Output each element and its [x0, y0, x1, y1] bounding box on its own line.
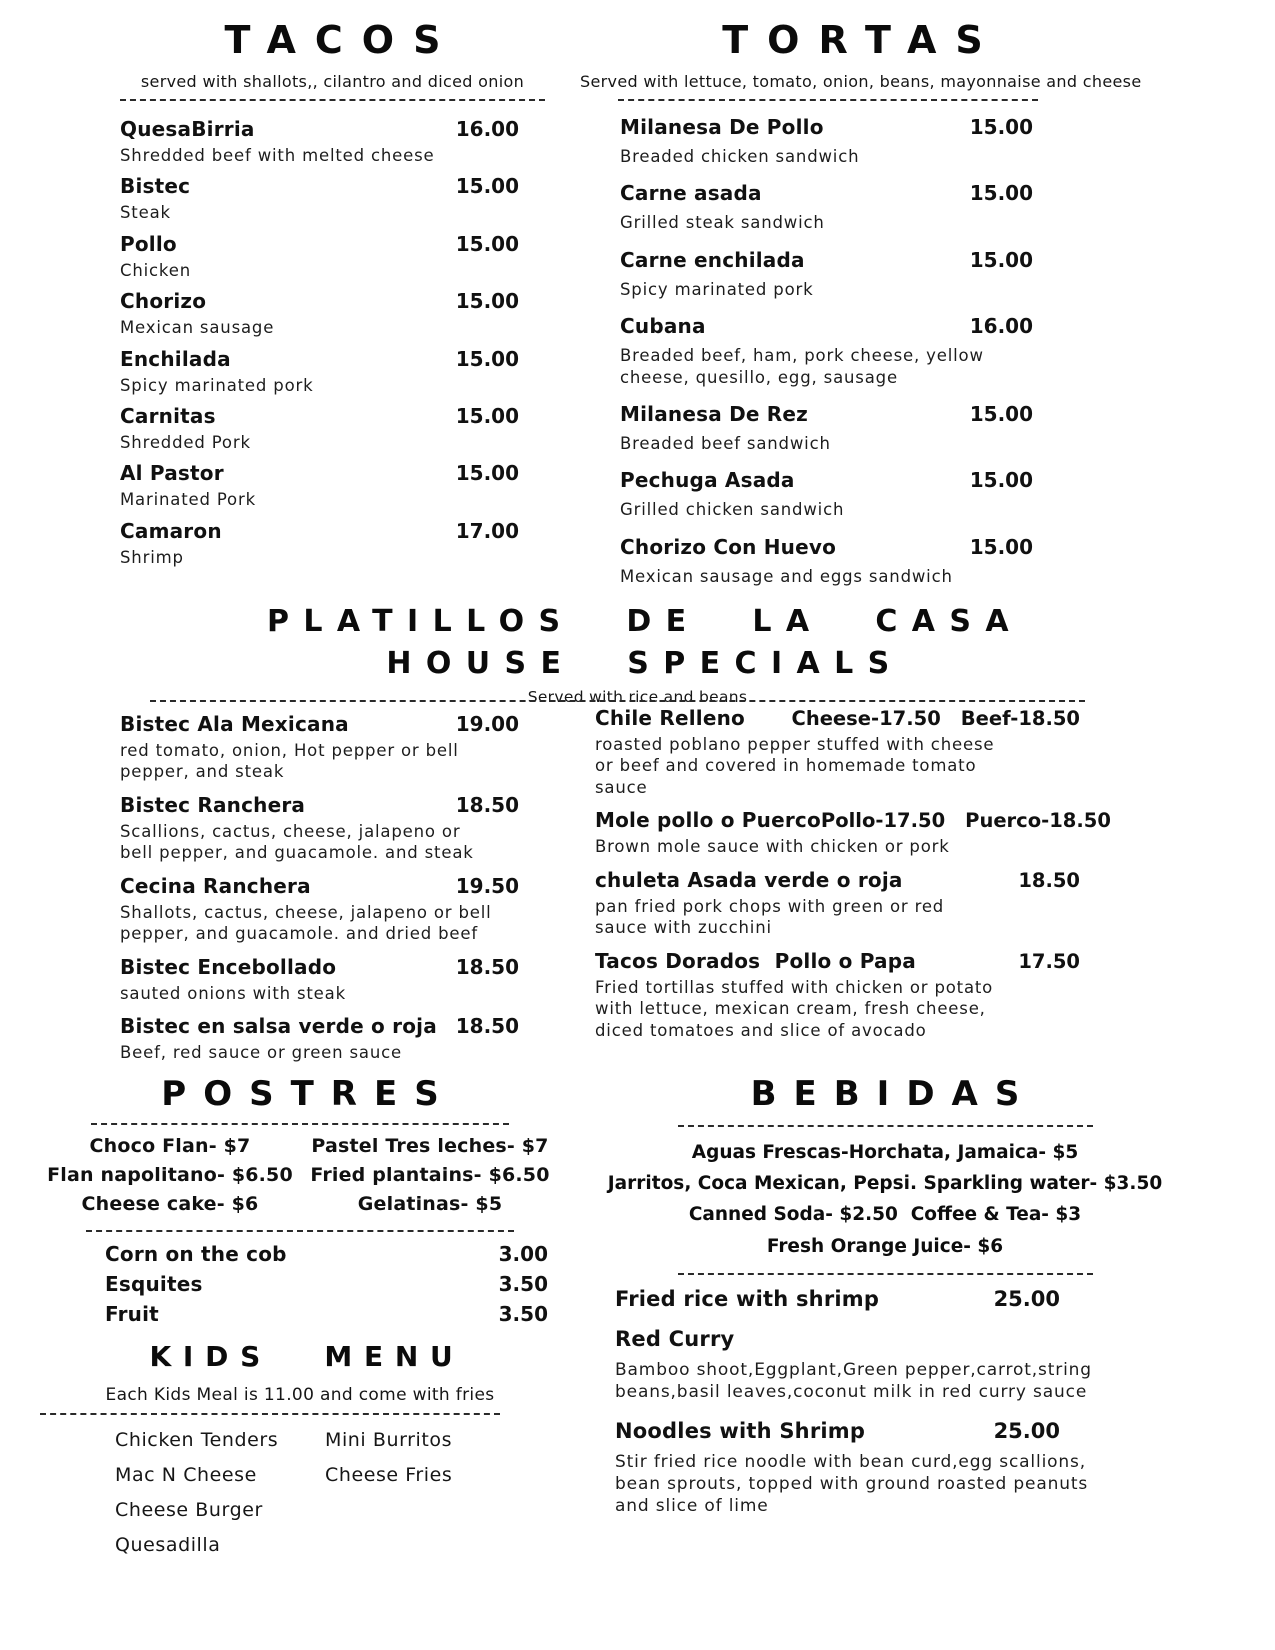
item-price: 15.00: [969, 468, 1033, 493]
tortas-items-list: [580, 115, 1125, 588]
item-price: 15.00: [969, 247, 1033, 272]
item-prices: [970, 314, 1125, 338]
dashed-divider: [678, 1273, 1093, 1275]
menu-item: [105, 1242, 560, 1266]
item-prices: [456, 461, 545, 485]
menu-item-row: [120, 232, 545, 256]
menu-item-label: Gelatinas- $5: [357, 1192, 503, 1215]
menu-item: [120, 347, 545, 396]
item-name: Pollo: [120, 231, 177, 256]
item-prices: [970, 181, 1125, 205]
item-price: 15.00: [455, 231, 519, 256]
postres-column-1: [40, 1135, 300, 1221]
menu-item-row: [120, 874, 545, 898]
menu-item: [120, 955, 545, 1004]
item-prices: [456, 232, 545, 256]
menu-item-label: Fried plantains- $6.50: [310, 1164, 550, 1187]
bebidas-title: BEBIDAS: [750, 1074, 1037, 1114]
item-prices: [821, 809, 1171, 832]
section-house-specials-left: [120, 712, 545, 1074]
menu-item-label: Quesadilla: [115, 1533, 221, 1556]
menu-item-label: Cheese cake- $6: [81, 1192, 259, 1215]
item-prices: [456, 955, 545, 979]
item-prices: [970, 115, 1125, 139]
item-price: 19.00: [455, 712, 519, 736]
dashed-divider: [120, 99, 545, 101]
item-prices: [456, 117, 545, 141]
menu-item-label: Fresh Orange Juice- $6: [766, 1235, 1004, 1257]
item-prices: [456, 347, 545, 371]
menu-item-label: Cheese Burger: [115, 1498, 263, 1521]
item-description: Bamboo shoot,Eggplant,Green pepper,carrot,string beans,basil leaves,coconut milk in red curry sauce: [615, 1359, 1092, 1402]
item-price: 15.00: [969, 534, 1033, 559]
item-price: Beef-18.50: [960, 707, 1080, 730]
menu-item: [620, 314, 1125, 388]
menu-item-row: [620, 181, 1125, 205]
menu-item-label: Jarritos, Coca Mexican, Pepsi. Sparkling water- $3.50: [607, 1173, 1163, 1195]
menu-item-row: [120, 955, 545, 979]
menu-item: [105, 1272, 560, 1296]
item-price: 15.00: [455, 461, 519, 486]
item-name: Bistec Ranchera: [120, 792, 306, 817]
menu-item-row: [595, 808, 1140, 832]
postres-title: POSTRES: [161, 1074, 456, 1114]
item-description: Beef, red sauce or green sauce: [120, 1043, 403, 1063]
item-price: 3.50: [498, 1271, 548, 1296]
item-prices: [994, 1287, 1185, 1311]
item-name: Carne asada: [620, 181, 762, 206]
item-name: Chorizo Con Huevo: [620, 534, 837, 559]
item-prices: [1018, 950, 1140, 973]
menu-item: [120, 874, 545, 945]
item-price: 3.00: [498, 1241, 548, 1266]
menu-item-row: [120, 712, 545, 736]
item-prices: [456, 1014, 545, 1038]
item-name: Cubana: [620, 314, 706, 339]
item-description: Fried tortillas stuffed with chicken or potato with lettuce, mexican cream, fresh cheese, diced tomatoes and slice of avocado: [595, 977, 994, 1040]
menu-item: [120, 174, 545, 223]
platillos-title-english: HOUSE SPECIALS: [386, 646, 904, 681]
platillos-title-spanish: PLATILLOS DE LA CASA: [266, 604, 1023, 639]
menu-item-row: [120, 793, 545, 817]
menu-item-label: Canned Soda- $2.50 Coffee & Tea- $3: [688, 1204, 1082, 1226]
specials-left-items-list: [120, 712, 545, 1064]
item-price: 18.50: [455, 954, 519, 979]
menu-item: [120, 712, 545, 783]
menu-item: [620, 402, 1125, 454]
item-price: 25.00: [993, 1286, 1060, 1311]
item-price: Pollo-17.50: [820, 809, 946, 833]
menu-item-label: Pastel Tres leches- $7: [311, 1135, 549, 1158]
menu-item-label: Mini Burritos: [325, 1428, 453, 1451]
item-prices: [499, 1272, 560, 1296]
menu-item-label: Choco Flan- $7: [89, 1135, 251, 1158]
menu-item-label: Mac N Cheese: [115, 1463, 257, 1486]
dashed-divider: [618, 99, 1038, 101]
item-price: 16.00: [969, 314, 1033, 339]
item-name: Bistec Ala Mexicana: [120, 712, 349, 736]
item-price: 15.00: [969, 401, 1033, 426]
menu-item-row: [120, 519, 545, 543]
menu-item: [620, 181, 1125, 233]
platillos-subtitle: Served with rice and beans: [527, 688, 748, 706]
menu-item: [595, 868, 1140, 939]
menu-item-row: [620, 314, 1125, 338]
item-description: Brown mole sauce with chicken or pork: [595, 837, 950, 857]
menu-item-row: [615, 1327, 1185, 1351]
item-prices: [456, 712, 545, 736]
item-price: Cheese-17.50: [791, 707, 941, 730]
item-name: Cecina Ranchera: [120, 873, 311, 898]
tacos-items-list: [120, 117, 545, 569]
item-name: Chile Relleno: [595, 706, 745, 730]
kids-column-1: [115, 1429, 325, 1569]
section-tortas: [580, 18, 1142, 601]
bebidas-items-list: [585, 1287, 1185, 1517]
item-prices: [456, 793, 545, 817]
postres-columns: [40, 1135, 560, 1221]
item-description: Stir fried rice noodle with bean curd,egg scallions, bean sprouts, topped with ground roasted peanuts and slice of lime: [615, 1451, 1089, 1516]
tacos-title: TACOS: [224, 18, 460, 62]
section-house-specials-right: [595, 706, 1140, 1051]
item-name: Milanesa De Rez: [620, 401, 809, 426]
item-description: Marinated Pork: [120, 490, 256, 510]
menu-item: [615, 1419, 1185, 1517]
menu-item: [120, 404, 545, 453]
menu-item-row: [105, 1242, 560, 1266]
item-description: Mexican sausage: [120, 318, 275, 338]
item-description: roasted poblano pepper stuffed with cheese or beef and covered in homemade tomato sauce: [595, 735, 995, 797]
item-price: 15.00: [455, 289, 519, 314]
tortas-title: TORTAS: [722, 18, 1002, 62]
item-description: Shallots, cactus, cheese, jalapeno or bell pepper, and guacamole. and dried beef: [120, 902, 492, 944]
postres-column-2: [300, 1135, 560, 1221]
item-name: Al Pastor: [120, 461, 224, 486]
dashed-divider: [678, 1125, 1093, 1127]
section-tacos: [120, 20, 545, 576]
item-prices: [499, 1302, 560, 1326]
menu-item-row: [620, 535, 1125, 559]
item-name: Carnitas: [120, 403, 216, 428]
item-description: red tomato, onion, Hot pepper or bell pepper, and steak: [120, 741, 459, 782]
item-description: Chicken: [120, 260, 191, 280]
menu-item-row: [120, 174, 545, 198]
item-name: chuleta Asada verde o roja: [595, 867, 903, 892]
kids-column-2: [325, 1429, 452, 1569]
item-price: 15.00: [969, 114, 1033, 139]
menu-item: [595, 706, 1140, 798]
menu-item-label: Cheese Fries: [325, 1463, 453, 1486]
item-price: 17.00: [455, 518, 519, 543]
item-prices: [1018, 869, 1140, 892]
item-price: 3.50: [498, 1301, 548, 1326]
bebidas-drinks-list: [585, 1141, 1185, 1258]
item-prices: [970, 402, 1125, 426]
item-price: 17.50: [1018, 949, 1080, 973]
menu-item-row: [620, 115, 1125, 139]
item-prices: [792, 707, 1140, 730]
menu-item-row: [620, 248, 1125, 272]
item-price: 18.50: [455, 792, 519, 817]
item-price: 15.00: [455, 174, 519, 199]
item-price: 18.50: [455, 1014, 519, 1039]
menu-item: [620, 535, 1125, 587]
menu-item: [595, 808, 1140, 857]
menu-item: [120, 1014, 545, 1063]
item-name: QuesaBirria: [120, 116, 255, 141]
item-prices: [456, 289, 545, 313]
specials-right-items-list: [595, 706, 1140, 1041]
item-name: Fried rice with shrimp: [615, 1286, 880, 1311]
menu-item: [595, 949, 1140, 1041]
menu-item-row: [615, 1419, 1185, 1443]
menu-item-row: [105, 1272, 560, 1296]
menu-item-row: [105, 1302, 560, 1326]
item-prices: [456, 519, 545, 543]
item-name: Corn on the cob: [105, 1241, 287, 1266]
item-description: Steak: [120, 203, 171, 223]
menu-item: [120, 461, 545, 510]
item-prices: [499, 1242, 560, 1266]
item-name: Bistec Encebollado: [120, 954, 337, 979]
menu-item-row: [120, 117, 545, 141]
item-prices: [970, 468, 1125, 492]
item-name: Camaron: [120, 518, 222, 543]
item-name: Bistec: [120, 174, 191, 199]
menu-item: [620, 115, 1125, 167]
item-name: Chorizo: [120, 289, 207, 314]
menu-item: [615, 1327, 1185, 1403]
kids-menu-title: KIDS MENU: [149, 1340, 465, 1373]
menu-item-row: [620, 402, 1125, 426]
item-price: 18.50: [1018, 868, 1080, 892]
dashed-divider: [86, 1230, 514, 1232]
item-name: Milanesa De Pollo: [620, 114, 824, 139]
item-prices: [970, 535, 1125, 559]
item-prices: [994, 1419, 1185, 1443]
item-price: 19.50: [455, 873, 519, 898]
item-description: pan fried pork chops with green or red sauce with zucchini: [595, 896, 945, 938]
item-description: Mexican sausage and eggs sandwich: [620, 566, 953, 586]
menu-item-row: [120, 347, 545, 371]
item-description: Scallions, cactus, cheese, jalapeno or bell pepper, and guacamole. and steak: [120, 821, 474, 863]
menu-item: [120, 289, 545, 338]
menu-item-row: [120, 1014, 545, 1038]
kids-columns: [40, 1429, 560, 1569]
item-price: 16.00: [455, 116, 519, 141]
menu-item: [620, 248, 1125, 300]
item-price: Puerco-18.50: [965, 809, 1111, 833]
menu-item-row: [615, 1287, 1185, 1311]
item-name: Red Curry: [615, 1326, 735, 1351]
item-description: Grilled steak sandwich: [620, 213, 825, 233]
item-description: Spicy marinated pork: [120, 375, 314, 395]
menu-item-row: [595, 949, 1140, 973]
tacos-subtitle: served with shallots,, cilantro and diced onion: [140, 71, 525, 91]
item-name: Tacos Dorados Pollo o Papa: [595, 948, 916, 973]
item-name: Mole pollo o Puerco: [595, 808, 821, 833]
menu-item: [120, 519, 545, 568]
item-prices: [456, 404, 545, 428]
dashed-divider: [150, 700, 1085, 702]
menu-item-row: [120, 461, 545, 485]
kids-menu-subtitle: Each Kids Meal is 11.00 and come with fries: [105, 1384, 495, 1405]
menu-item-label: Aguas Frescas-Horchata, Jamaica- $5: [691, 1142, 1079, 1164]
item-description: Breaded beef, ham, pork cheese, yellow cheese, quesillo, egg, sausage: [620, 346, 984, 387]
menu-item: [120, 117, 545, 166]
postres-sides-list: [40, 1242, 560, 1326]
menu-item: [120, 793, 545, 864]
section-postres: [40, 1076, 560, 1332]
menu-item: [105, 1302, 560, 1326]
item-name: Bistec en salsa verde o roja: [120, 1014, 437, 1039]
menu-item-row: [595, 706, 1140, 730]
tortas-subtitle: Served with lettuce, tomato, onion, beans, mayonnaise and cheese: [580, 71, 1142, 91]
menu-item-label: Chicken Tenders: [115, 1428, 279, 1451]
item-description: Breaded chicken sandwich: [620, 146, 860, 166]
menu-item-row: [595, 868, 1140, 892]
menu-item-row: [120, 404, 545, 428]
menu-item-row: [620, 468, 1125, 492]
item-description: Spicy marinated pork: [620, 279, 814, 299]
item-name: Esquites: [105, 1271, 203, 1296]
dashed-divider: [91, 1123, 509, 1125]
item-prices: [970, 248, 1125, 272]
item-description: Shredded Pork: [120, 432, 251, 452]
menu-item: [615, 1287, 1185, 1311]
menu-item: [620, 468, 1125, 520]
item-price: 25.00: [993, 1418, 1060, 1443]
item-name: Pechuga Asada: [620, 468, 795, 493]
item-description: sauted onions with steak: [120, 983, 346, 1003]
menu-item: [120, 232, 545, 281]
item-name: Noodles with Shrimp: [615, 1418, 866, 1443]
item-price: 15.00: [455, 403, 519, 428]
item-description: Breaded beef sandwich: [620, 433, 831, 453]
item-description: Shredded beef with melted cheese: [120, 145, 435, 165]
item-name: Carne enchilada: [620, 247, 805, 272]
section-platillos-header: [0, 604, 1275, 706]
menu-item-label: Flan napolitano- $6.50: [47, 1164, 293, 1187]
item-prices: [456, 874, 545, 898]
section-kids-menu: [40, 1342, 560, 1569]
item-price: 15.00: [969, 181, 1033, 206]
item-description: Shrimp: [120, 547, 184, 567]
section-bebidas: [585, 1076, 1185, 1533]
item-name: Enchilada: [120, 346, 231, 371]
dashed-divider: [40, 1413, 500, 1415]
item-prices: [456, 174, 545, 198]
menu-item-row: [120, 289, 545, 313]
item-name: Fruit: [105, 1301, 159, 1326]
item-description: Grilled chicken sandwich: [620, 500, 845, 520]
item-price: 15.00: [455, 346, 519, 371]
